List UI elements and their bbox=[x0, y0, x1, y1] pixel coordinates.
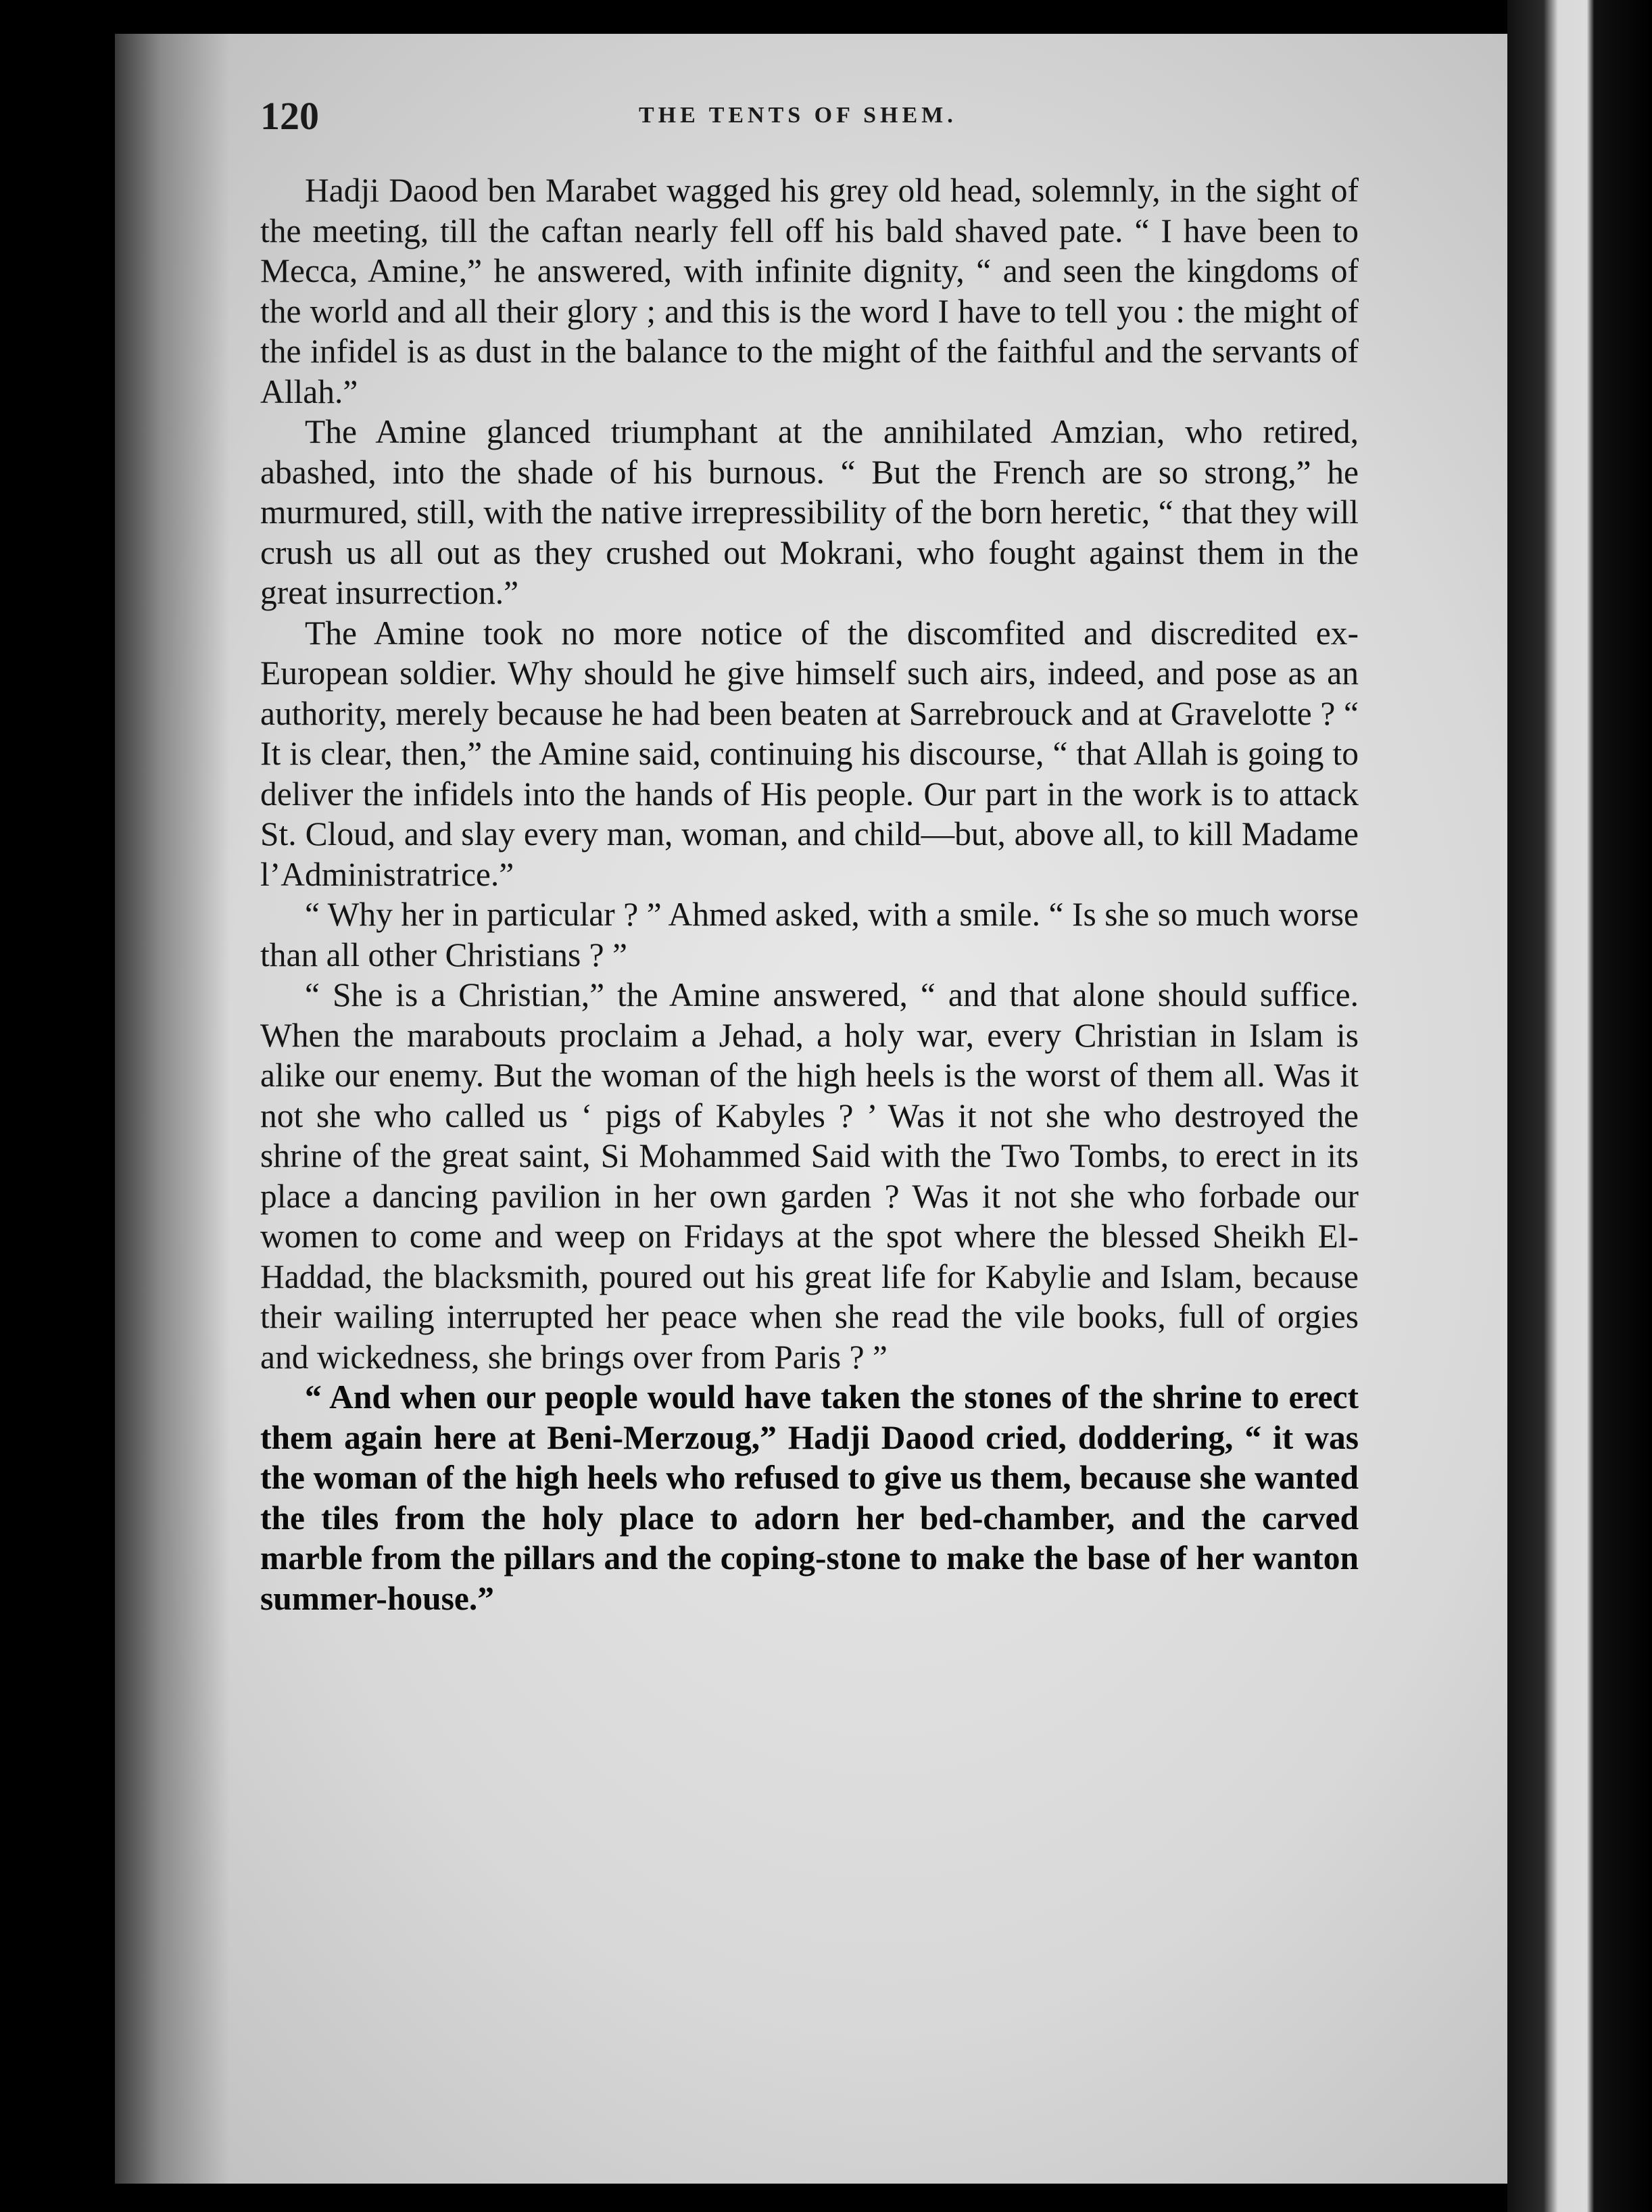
paragraph: The Amine glanced triumphant at the annihilated Amzian, who retired, abashed, into the shade of his burnous. “ But the French are so strong,” he murmured, still, with the native irrepressibility of the born heretic, “ that they will crush us all out as they crushed out Mokrani, who fought against them in the great insurrection.” bbox=[260, 413, 1359, 611]
running-title: THE TENTS OF SHEM. bbox=[639, 103, 957, 128]
paragraph: “ She is a Christian,” the Amine answered, “ and that alone should suffice. When the marabouts proclaim a Jehad, a holy war, every Christian in Islam is alike our enemy. But the woman of the high heels is the worst of them all. Was it not she who called us ‘ pigs of Kabyles ? ’ Was it not she who destroyed the shrine of the great saint, Si Mohammed Said with the Two Tombs, to erect in its place a dancing pavilion in her own garden ? Was it not she who forbade our women to come and weep on Fridays at the spot where the blessed Sheikh El-Haddad, the blacksmith, poured out his great life for Kabylie and Islam, because their wailing interrupted her peace when she read the vile books, full of orgies and wickedness, she brings over from Paris ? ” bbox=[260, 976, 1359, 1376]
paragraph: “ And when our people would have taken the stones of the shrine to erect them again here at Beni-Merzoug,” Hadji Daood cried, doddering, “ it was the woman of the high heels who refused to give us them, because she wanted the tiles from the holy place to adorn her bed-chamber, and the carved marble from the pillars and the coping-stone to make the base of her wanton summer-house.” bbox=[260, 1378, 1359, 1617]
page-number: 120 bbox=[260, 94, 319, 138]
gutter-shadow bbox=[115, 34, 230, 2184]
paragraph: The Amine took no more notice of the discomfited and discredited ex-European soldier. Why should he give himself such airs, indeed, and pose as an authority, merely because he had been beaten at Sarrebrouck and at Gravelotte ? “ It is clear, then,” the Amine said, continuing his discourse, “ that Allah is going to deliver the infidels into the hands of His people. Our part in the work is to attack St. Cloud, and slay every man, woman, and child—but, above all, to kill Madame l’Administratrice.” bbox=[260, 614, 1359, 893]
body-text bbox=[260, 170, 1359, 1618]
running-head bbox=[260, 93, 1359, 147]
paragraph: Hadji Daood ben Marabet wagged his grey old head, solemnly, in the sight of the meeting, till the caftan nearly fell off his bald shaved pate. “ I have been to Mecca, Amine,” he answered, with infinite dignity, “ and seen the kingdoms of the world and all their glory ; and this is the word I have to tell you : the might of the infidel is as dust in the balance to the might of the faithful and the servants of Allah.” bbox=[260, 172, 1359, 410]
book-spine-edge bbox=[1507, 0, 1652, 2212]
paragraph: “ Why her in particular ? ” Ahmed asked, with a smile. “ Is she so much worse than all other Christians ? ” bbox=[260, 896, 1359, 973]
